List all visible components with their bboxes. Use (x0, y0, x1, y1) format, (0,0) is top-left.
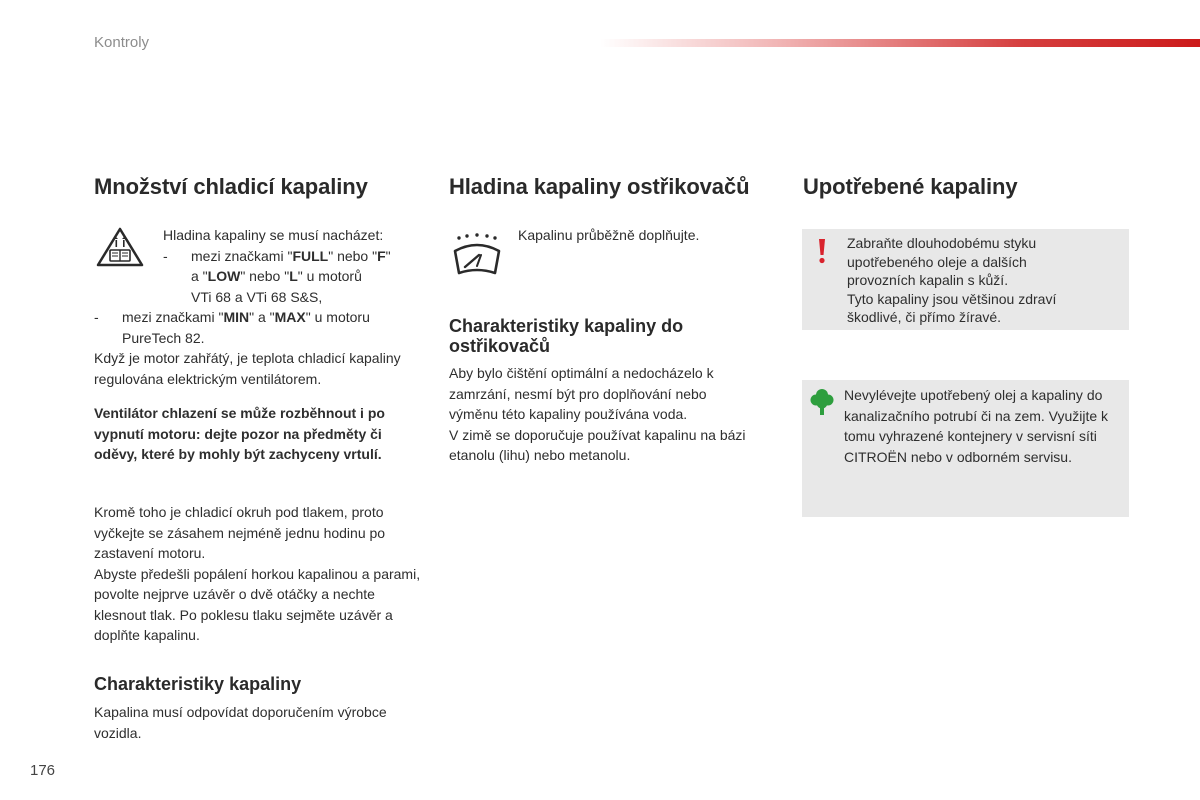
burn-paragraph: Abyste předešli popálení horkou kapalinou a parami, povolte nejprve uzávěr o dvě otáčky a nechte klesnout tlak. Po poklesu tlaku sejměte uzávěr a doplňte kapalinu. (94, 565, 421, 643)
list-item-line: VTi 68 a VTi 68 S&S, (191, 288, 323, 305)
list-dash: - (163, 247, 168, 264)
list-item-line: a "LOW" nebo "L" u motorů (191, 268, 362, 284)
pressure-block (94, 502, 424, 646)
coolant-warning-icon (95, 226, 145, 268)
washer-characteristics-block (449, 363, 759, 466)
coolant-level-title: Množství chladicí kapaliny (94, 174, 368, 199)
coolant-level-intro: Hladina kapaliny se musí nacházet: (163, 227, 384, 243)
list-dash: - (94, 309, 99, 325)
section-label: Kontroly (94, 34, 150, 51)
coolant-characteristics-title: Charakteristiky kapaliny (94, 674, 302, 694)
warning-text: Zabraňte dlouhodobému styku upotřebeného oleje a dalších provozních kapalin s kůží. (847, 235, 1037, 288)
list-item (94, 307, 424, 348)
list-item-line: mezi značkami "MIN" a "MAX" u motoru (122, 309, 370, 325)
coolant-level-body (94, 307, 424, 389)
exclamation-icon (815, 238, 829, 264)
coolant-level-intro-block (163, 225, 423, 307)
washer-winter-text: V zimě se doporučuje používat kapalinu na bázi etanolu (lihu) nebo metanolu. (449, 426, 746, 463)
warning-text-block (847, 234, 1077, 327)
tree-icon (810, 388, 834, 416)
list-item (163, 246, 423, 308)
coolant-characteristics-text: Kapalina musí odpovídat doporučením výrobce vozidla. (94, 704, 387, 741)
warning-box (802, 229, 1129, 330)
page-number: 176 (30, 762, 56, 779)
washer-fluid-icon (451, 233, 503, 279)
used-fluids-title: Upotřebené kapaliny (803, 174, 1018, 199)
fan-warning-text: Ventilátor chlazení se může rozběhnout i po vypnutí motoru: dejte pozor na předměty či oděvy, které by mohly být zachyceny vrtulí. (94, 405, 385, 462)
fan-paragraph: Když je motor zahřátý, je teplota chladicí kapaliny regulována elektrickým ventilátorem. (94, 350, 401, 387)
washer-intro-text: Kapalinu průběžně doplňujte. (518, 227, 700, 243)
list-item-line: PureTech 82. (122, 329, 205, 346)
environment-text: Nevylévejte upotřebený olej a kapaliny do kanalizačního potrubí či na zem. Využijte k tomu vyhrazené kontejnery v servisní síti CITROËN nebo v odborném servisu. (844, 387, 1109, 465)
pressure-paragraph: Kromě toho je chladicí okruh pod tlakem, proto vyčkejte se zásahem nejméně jednu hodinu po zastavení motoru. (94, 504, 386, 561)
washer-level-title: Hladina kapaliny ostřikovačů (449, 174, 750, 199)
washer-characteristics-title: Charakteristiky kapaliny do ostřikovačů (449, 316, 684, 356)
environment-box (802, 380, 1129, 517)
header-accent-bar (600, 39, 1200, 47)
washer-characteristics-text: Aby bylo čištění optimální a nedocházelo k zamrzání, nesmí být pro doplňování nebo výměnu této kapaliny používána voda. (449, 365, 714, 422)
list-item-line: mezi značkami "FULL" nebo "F" (191, 247, 391, 264)
warning-text-2: Tyto kapaliny jsou většinou zdraví škodlivé, či přímo žíravé. (847, 290, 1057, 325)
